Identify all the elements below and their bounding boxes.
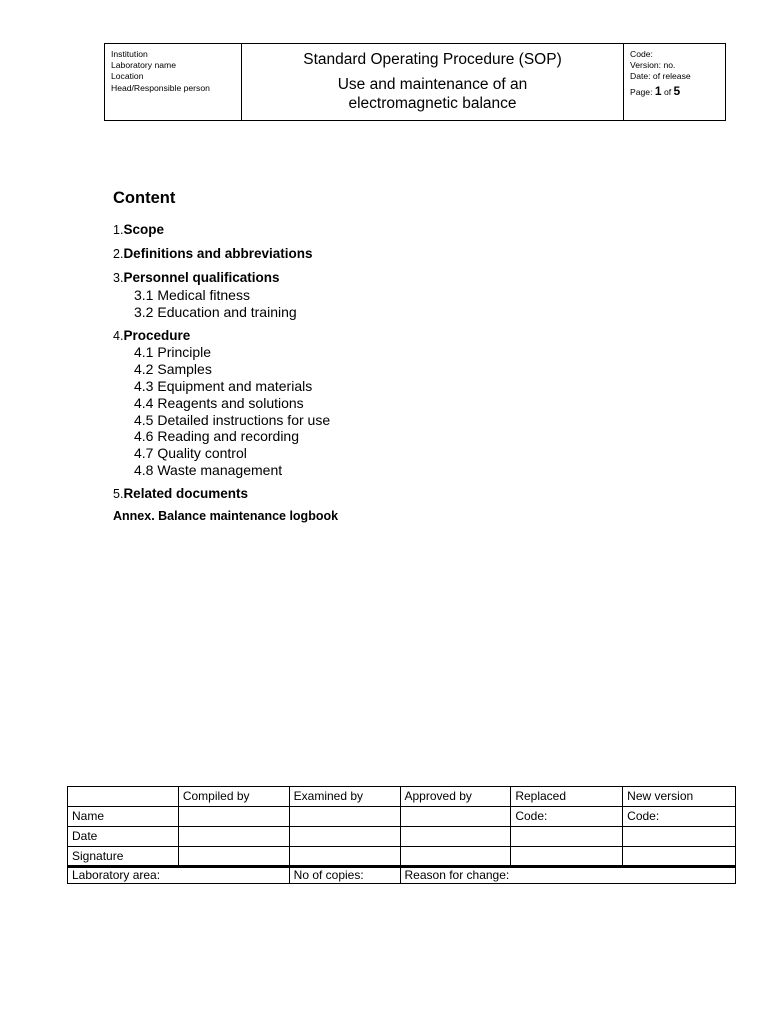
- toc-section-1: 1.Scope: [113, 222, 164, 237]
- toc-section-4: 4.Procedure: [113, 327, 191, 343]
- page-of: of: [663, 86, 672, 97]
- table-cell[interactable]: [289, 847, 400, 867]
- row-label: Date: [68, 827, 179, 847]
- page-indicator: [630, 83, 725, 98]
- toc-section-label: Definitions and abbreviations: [123, 245, 313, 261]
- table-header-cell: New version: [623, 787, 736, 807]
- toc-subsection: 4.6 Reading and recording: [134, 428, 300, 445]
- table-header-cell: Compiled by: [178, 787, 289, 807]
- table-cell[interactable]: [289, 827, 400, 847]
- laboratory-area-label: Laboratory area:: [68, 867, 290, 884]
- header-institution-block: [105, 44, 242, 120]
- toc-subsection: 4.4 Reagents and solutions: [134, 394, 304, 411]
- toc-section-3: 3.Personnel qualifications: [113, 270, 280, 286]
- table-cell[interactable]: [511, 827, 623, 847]
- table-cell[interactable]: [623, 827, 736, 847]
- toc-subsection: 4.3 Equipment and materials: [134, 378, 313, 394]
- toc-subsection: 4.8 Waste management: [134, 461, 283, 478]
- table-bottom-row: [68, 867, 736, 884]
- copies-label: No of copies:: [289, 867, 400, 884]
- table-cell[interactable]: Code:: [511, 807, 623, 827]
- content-heading: Content: [113, 189, 176, 207]
- header-title-block: [242, 44, 624, 120]
- table-cell[interactable]: [400, 807, 511, 827]
- row-label: Signature: [68, 847, 179, 867]
- row-label: Name: [68, 807, 179, 827]
- toc-subsection: 4.7 Quality control: [134, 445, 247, 462]
- table-header-cell: Replaced: [511, 787, 623, 807]
- toc-section-2: 2.Definitions and abbreviations: [113, 245, 313, 261]
- subtitle-line-1: Use and maintenance of an: [337, 76, 528, 93]
- table-cell[interactable]: [511, 847, 623, 867]
- toc-subsection: 4.1 Principle: [134, 344, 212, 361]
- toc-annex: Annex. Balance maintenance logbook: [113, 509, 339, 524]
- toc-subsection: 3.2 Education and training: [134, 303, 297, 320]
- code-label: Code:: [630, 49, 653, 59]
- approval-table: [67, 786, 736, 884]
- table-header-cell: Approved by: [400, 787, 511, 807]
- approval-header-row: [68, 787, 736, 807]
- document-title: Standard Operating Procedure (SOP): [303, 51, 562, 68]
- table-header-cell: [68, 787, 179, 807]
- document-subtitle: [242, 75, 623, 113]
- table-cell[interactable]: Code:: [623, 807, 736, 827]
- institution-label: Institution: [111, 49, 148, 59]
- table-row: [68, 847, 736, 867]
- date-label: Date: of release: [630, 71, 691, 82]
- table-header-cell: Examined by: [289, 787, 400, 807]
- sop-header: [104, 43, 726, 121]
- location-label: Location: [111, 71, 144, 82]
- head-responsible-label: Head/Responsible person: [111, 82, 210, 93]
- table-cell[interactable]: [178, 847, 289, 867]
- page-current: 1: [654, 83, 662, 98]
- table-cell[interactable]: [400, 847, 511, 867]
- page-label: Page:: [630, 86, 653, 97]
- toc-section-label: Scope: [123, 222, 164, 237]
- toc-subsection: 4.2 Samples: [134, 361, 212, 378]
- version-label: Version: no.: [630, 60, 676, 71]
- table-cell[interactable]: [289, 807, 400, 827]
- table-cell[interactable]: [400, 827, 511, 847]
- table-cell[interactable]: [178, 807, 289, 827]
- page-total: 5: [673, 83, 681, 98]
- table-of-contents: [113, 188, 613, 524]
- table-row: [68, 807, 736, 827]
- toc-section-5: 5.Related documents: [113, 485, 248, 501]
- table-cell[interactable]: [623, 847, 736, 867]
- reason-for-change-label: Reason for change:: [400, 867, 736, 884]
- toc-subsection: 4.5 Detailed instructions for use: [134, 411, 331, 428]
- toc-section-label: Personnel qualifications: [123, 270, 280, 286]
- toc-section-label: Procedure: [123, 327, 191, 343]
- table-row: [68, 827, 736, 847]
- toc-section-label: Related documents: [123, 485, 248, 501]
- laboratory-name-label: Laboratory name: [111, 60, 176, 71]
- toc-subsection: 3.1 Medical fitness: [134, 287, 250, 304]
- table-cell[interactable]: [178, 827, 289, 847]
- subtitle-line-2: electromagnetic balance: [348, 95, 517, 112]
- header-meta-block: [624, 44, 725, 120]
